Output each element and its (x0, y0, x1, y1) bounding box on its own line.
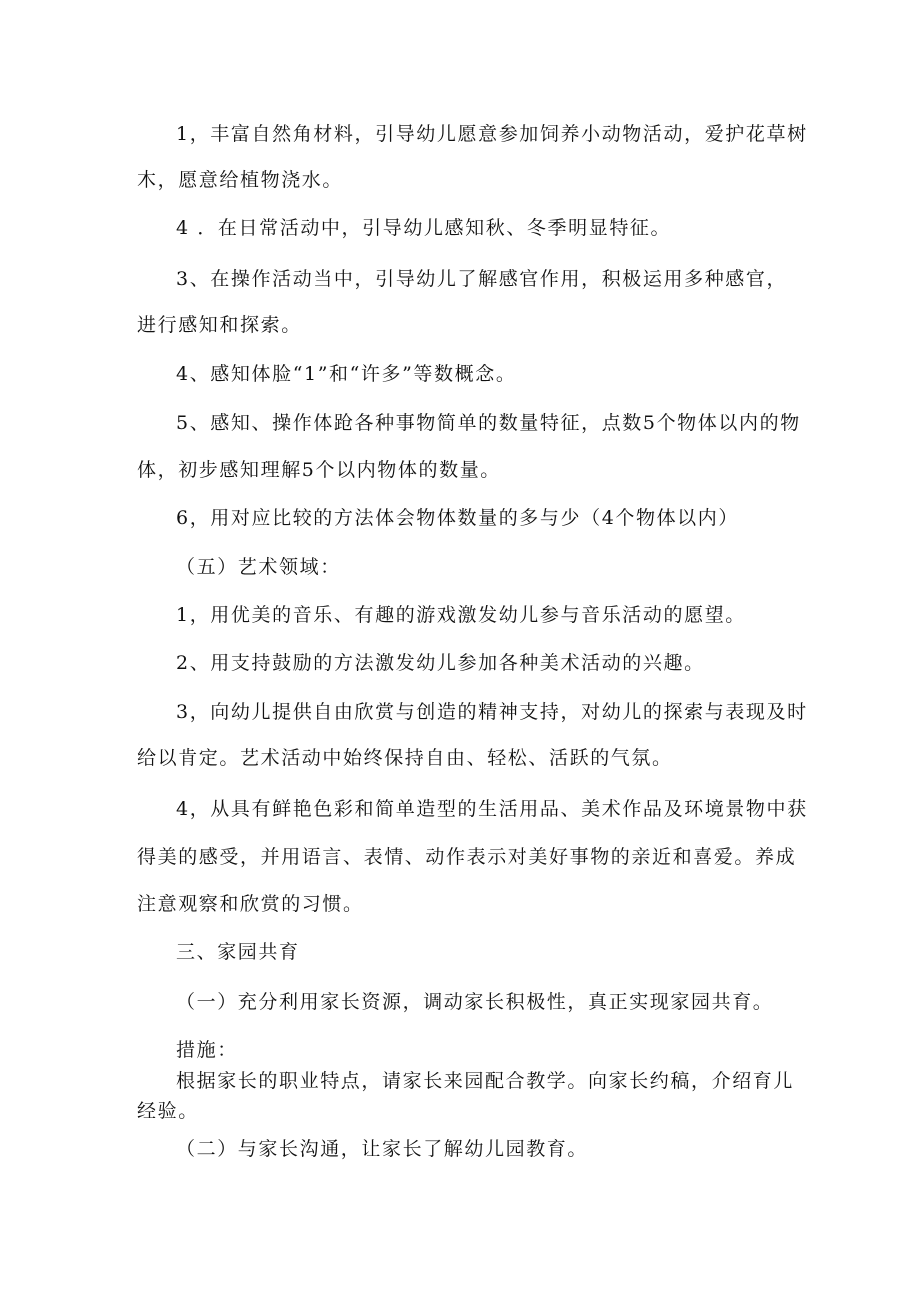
text-line-14: 给以肯定。艺术活动中始终保持自由、轻松、活跃的气氛。 (137, 747, 673, 769)
text-line-23: （二）与家长沟通，让家长了解幼儿园教育。 (176, 1138, 589, 1160)
section-heading: 三、家园共育 (176, 941, 300, 963)
text-line-8: 体，初步感知理解5个以内物体的数量。 (137, 459, 501, 481)
text-line-4: 3、在操作活动当中，引导幼儿了解感官作用，积极运用多种感官， (176, 268, 788, 290)
text-line-12: 2、用支持鼓励的方法激发幼儿参加各种美术活动的兴趣。 (176, 652, 705, 674)
text-line-21: 根据家长的职业特点，请家长来园配合教学。向家长约稿，介绍育儿 (176, 1070, 795, 1092)
text-line-1: 1，丰富自然角材料，引导幼儿愿意参加饲养小动物活动，爱护花草树 (176, 123, 808, 145)
text-line-17: 注意观察和欣赏的习惯。 (137, 893, 364, 915)
text-line-3: 4 ．在日常活动中，引导幼儿感知秋、冬季明显特征。 (176, 217, 672, 239)
text-line-22: 经验。 (137, 1100, 199, 1122)
text-line-2: 木，愿意给植物浇水。 (137, 169, 344, 191)
text-line-9: 6，用对应比较的方法体会物体数量的多与少（4个物体以内） (176, 507, 739, 529)
text-line-6: 4、感知体脸“1”和“许多”等数概念。 (176, 363, 517, 385)
text-line-16: 得美的感受，并用语言、表情、动作表示对美好事物的亲近和喜爱。养成 (137, 846, 797, 868)
text-line-7: 5、感知、操作体跄各种事物简单的数量特征，点数5个物体以内的物 (176, 412, 801, 434)
text-line-5: 进行感知和探索。 (137, 314, 302, 336)
text-line-19: （一）充分利用家长资源，调动家长积极性，真正实现家园共育。 (176, 991, 774, 1013)
text-line-13: 3，向幼儿提供自由欣赏与创造的精神支持，对幼儿的探索与表现及时 (176, 701, 808, 723)
text-line-15: 4，从具有鲜艳色彩和简单造型的生活用品、美术作品及环境景物中获 (176, 798, 808, 820)
text-line-11: 1，用优美的音乐、有趣的游戏激发幼儿参与音乐活动的愿望。 (176, 604, 746, 626)
text-line-10: （五）艺术领域： (176, 556, 341, 578)
text-line-20: 措施： (176, 1039, 238, 1061)
